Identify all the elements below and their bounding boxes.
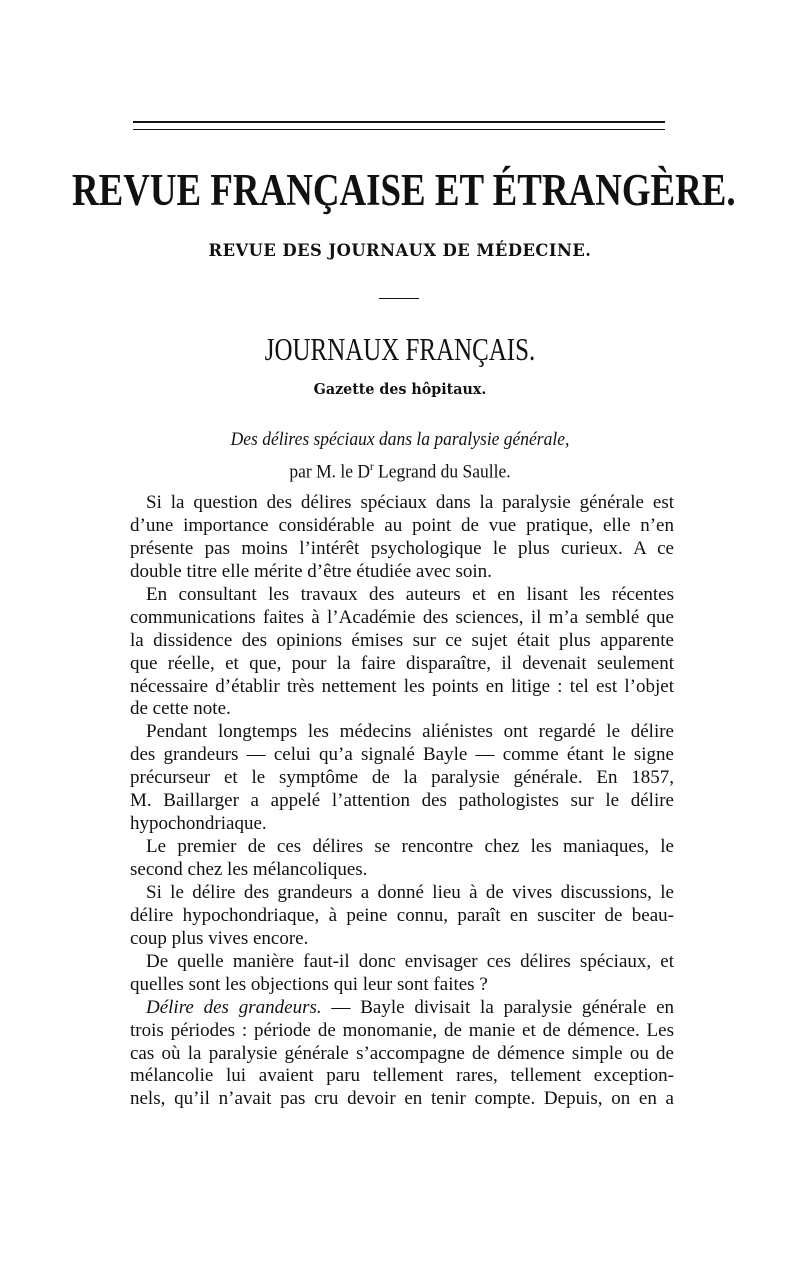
body-line-text: hypochondriaque. [130,813,267,835]
body-line [130,538,674,561]
sub-title: REVUE DES JOURNAUX DE MÉDECINE. [208,241,592,261]
body-line-text: coup plus vives encore. [130,927,309,949]
body-line [130,997,674,1020]
body-line-text: des grandeurs — celui qu’a signalé Bayle — comme étant le signe [130,744,674,766]
body-line [130,1065,674,1088]
body-line [130,813,674,836]
body-line [130,492,674,515]
body-line [130,698,674,721]
author-sup: r [369,459,374,473]
body-line-text: Si le délire des grandeurs a donné lieu à de vives discussions, le [146,881,674,903]
author-suffix: Legrand du Saulle. [373,461,511,483]
body-line [130,607,674,630]
body-line-text: d’une importance considérable au point de vue pratique, elle n’en [130,514,674,536]
body-line [130,630,674,653]
body-line [130,515,674,538]
body-line [130,790,674,813]
author-prefix: par M. le D [289,461,370,483]
body-line-text: communications faites à l’Académie des sciences, il m’a semblé que [130,606,674,628]
body-line [130,744,674,767]
body-line-text: Pendant longtemps les médecins aliénistes ont regardé le délire [146,721,674,743]
article-body [130,492,674,1111]
body-line [130,905,674,928]
body-line-text: nels, qu’il n’avait pas cru devoir en tenir compte. Depuis, on en a [130,1088,674,1110]
body-line [130,882,674,905]
body-line [130,859,674,882]
body-line-text: cas où la paralysie générale s’accompagne de démence simple ou de [130,1042,674,1064]
journal-title: Gazette des hôpitaux. [313,380,487,398]
body-line-text: Si la question des délires spéciaux dans la paralysie générale est [146,492,674,513]
body-line-text: précurseur et le symptôme de la paralysie générale. En 1857, [130,767,674,789]
body-line-italic-lead: Délire des grandeurs. [146,996,322,1018]
body-line [130,767,674,790]
body-line-text: que réelle, et que, pour la faire disparaître, il devenait seulement [130,652,674,674]
body-line [130,1043,674,1066]
body-line [130,928,674,951]
body-line-text: — Bayle divisait la paralysie générale en [321,996,675,1018]
body-line-text: second chez les mélancoliques. [130,859,368,880]
body-line-text: la dissidence des opinions émises sur ce sujet était plus apparente [130,629,674,651]
article-title: Des délires spéciaux dans la paralysie générale, [230,429,570,450]
body-line-text: double titre elle mérite d’être étudiée avec soin. [130,560,492,582]
body-line [130,951,674,974]
body-line [130,676,674,699]
body-line-text: mélancolie lui avaient paru tellement rares, tellement exception- [130,1065,674,1087]
body-line-text: de cette note. [130,698,231,720]
body-line-text: présente pas moins l’intérêt psychologique le plus curieux. A ce [130,537,674,559]
body-line [130,561,674,584]
top-double-rule [133,121,665,130]
body-line [130,836,674,859]
body-line [130,1088,674,1111]
section-title: JOURNAUX FRANÇAIS. [264,331,536,367]
body-line-text: quelles sont les objections qui leur sont faites ? [130,973,488,995]
article-author [32,454,768,484]
body-line [130,653,674,676]
body-line [130,1020,674,1043]
body-line [130,584,674,607]
body-line-text: nécessaire d’établir très nettement les points en litige : tel est l’objet [130,675,674,697]
body-line-text: De quelle manière faut-il donc envisager ces délires spéciaux, et [146,950,674,972]
body-line-text: trois périodes : période de monomanie, de manie et de démence. Les [130,1019,674,1041]
body-line-text: En consultant les travaux des auteurs et en lisant les récentes [146,583,674,605]
body-line-text: Le premier de ces délires se rencontre chez les maniaques, le [146,836,674,858]
body-line [130,721,674,744]
main-title: REVUE FRANÇAISE ET ÉTRANGÈRE. [72,165,736,215]
body-line-text: M. Baillarger a appelé l’attention des pathologistes sur le délire [130,790,674,812]
body-line-text: délire hypochondriaque, à peine connu, paraît en susciter de beau- [130,904,674,926]
body-line [130,974,674,997]
section-divider [379,298,419,299]
